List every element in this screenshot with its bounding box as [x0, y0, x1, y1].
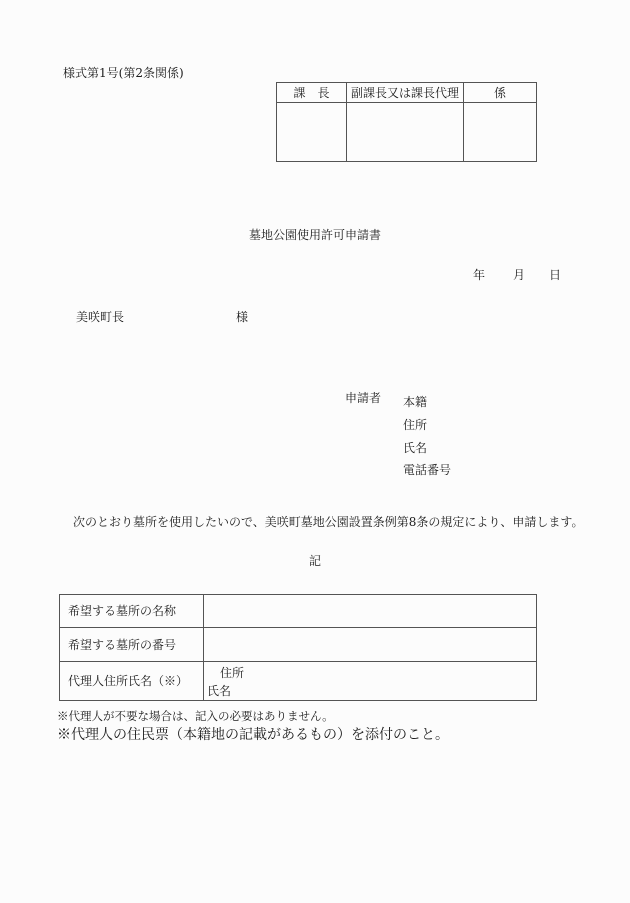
- approval-stamp-cell-section-chief: [277, 103, 347, 162]
- ki-heading: 記: [308, 554, 321, 568]
- applicant-fields: [403, 391, 451, 482]
- applicant-field-name: 氏名: [403, 440, 428, 455]
- approval-stamp-cell-deputy-chief: [347, 103, 464, 162]
- note-agent-certificate: ※代理人の住民票（本籍地の記載があるもの）を添付のこと。: [57, 727, 449, 743]
- form-number: 様式第1号(第2条関係): [63, 66, 184, 80]
- approval-stamp-cell-clerk: [464, 103, 537, 162]
- applicant-field-phone: 電話番号: [403, 463, 452, 478]
- table-row: [60, 662, 537, 701]
- applicant-field-registered-domicile: 本籍: [403, 395, 428, 409]
- applicant-label: 申請者: [345, 391, 382, 405]
- document-title: 墓地公園使用許可申請書: [248, 228, 381, 242]
- applicant-field-address: 住所: [403, 417, 428, 432]
- approval-header-row: [277, 83, 537, 103]
- approval-stamp-table: [276, 82, 537, 162]
- date-year-label: 年: [473, 268, 486, 282]
- agent-name-label: 氏名: [207, 684, 232, 698]
- agent-label: 代理人住所氏名（※）: [60, 662, 204, 701]
- grave-name-label: 希望する墓所の名称: [60, 595, 204, 628]
- approval-stamp-row: [277, 103, 537, 162]
- application-statement: 次のとおり墓所を使用したいので、美咲町墓地公園設置条例第8条の規定により、申請します。: [73, 515, 584, 529]
- approval-header-clerk: 係: [464, 83, 537, 103]
- agent-address-label: 住所: [220, 666, 245, 680]
- grave-name-value: [204, 595, 537, 628]
- table-row: [60, 595, 537, 628]
- request-table: [59, 594, 537, 701]
- addressee-honorific: 様: [236, 310, 249, 324]
- date-day-label: 日: [549, 268, 562, 282]
- note-agent-optional: ※代理人が不要な場合は、記入の必要はありません。: [57, 709, 334, 723]
- approval-header-deputy-chief: 副課長又は課長代理: [347, 83, 464, 103]
- agent-value-cell: [204, 662, 537, 701]
- date-month-label: 月: [513, 268, 526, 282]
- grave-number-label: 希望する墓所の番号: [60, 628, 204, 662]
- addressee-name: 美咲町長: [76, 310, 125, 324]
- grave-number-value: [204, 628, 537, 662]
- table-row: [60, 628, 537, 662]
- approval-header-section-chief: 課 長: [277, 83, 347, 103]
